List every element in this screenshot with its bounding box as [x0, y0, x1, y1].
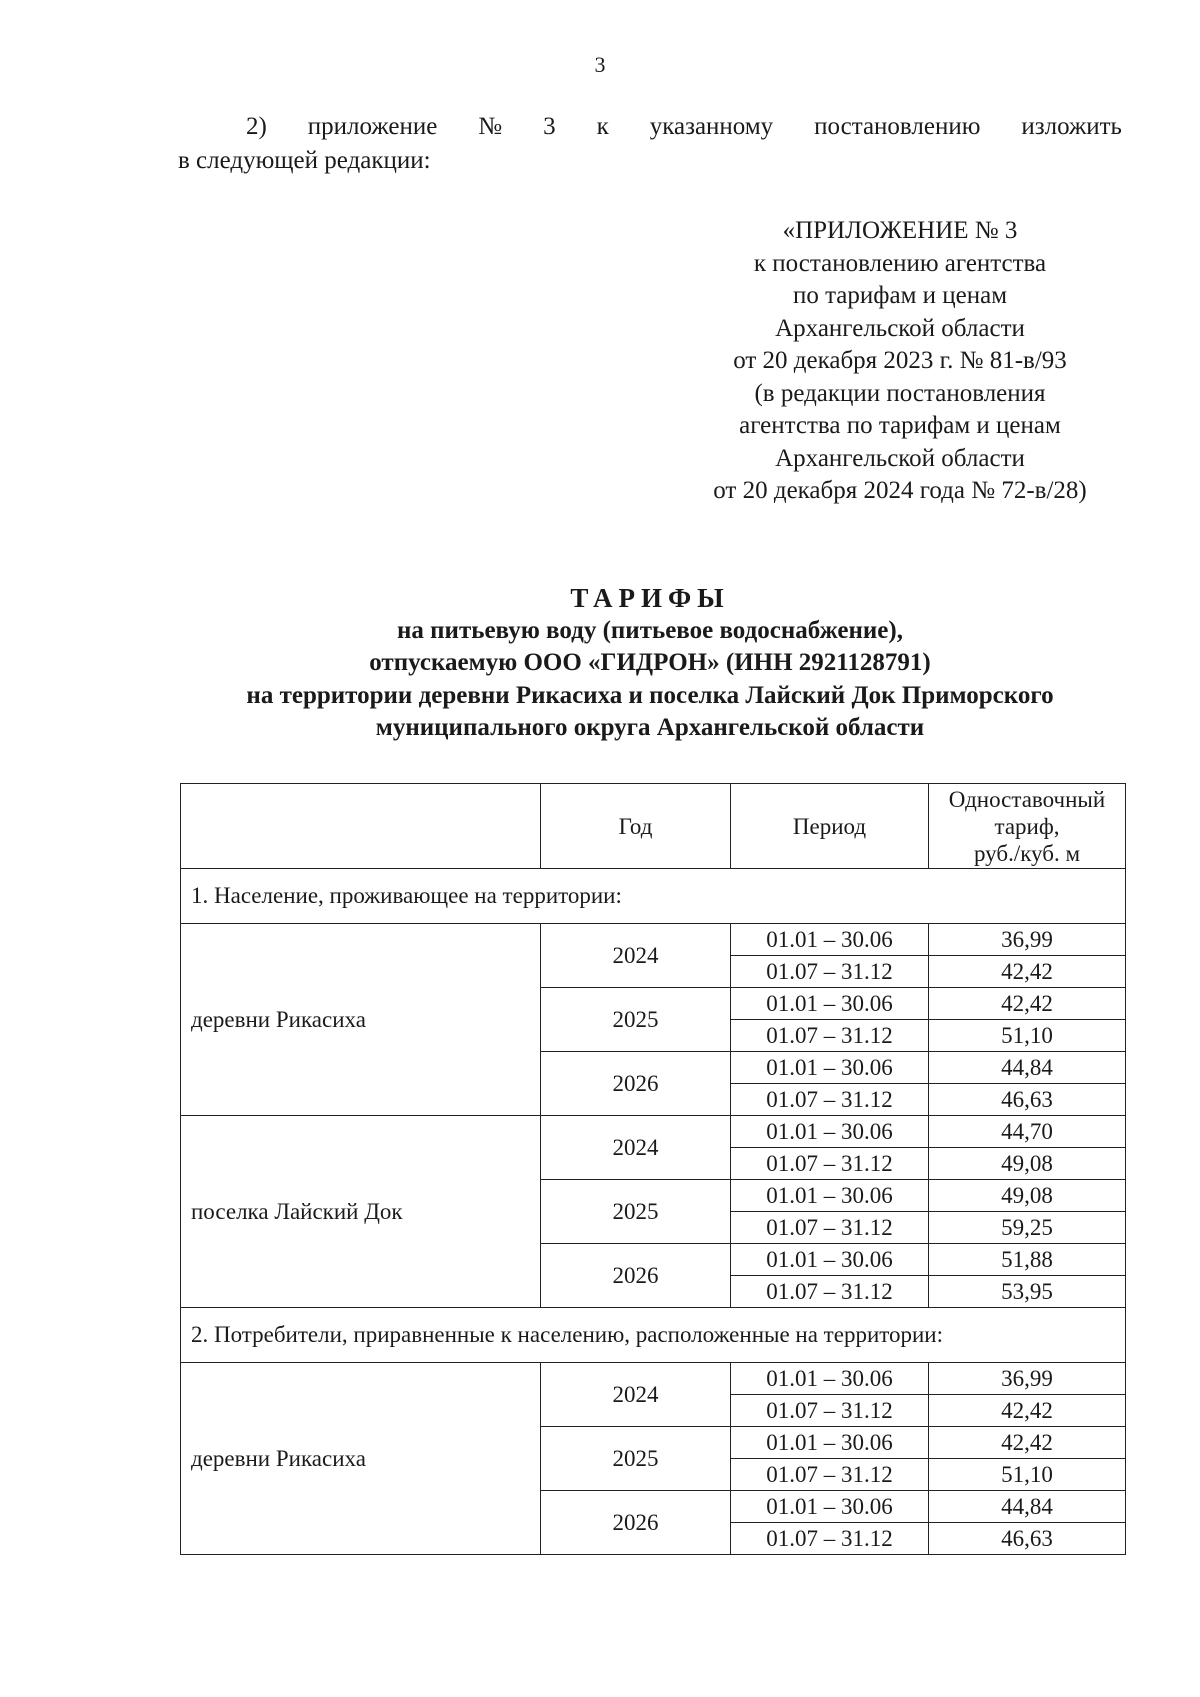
title-line: отпускаемую ООО «ГИДРОН» (ИНН 2921128791) — [369, 649, 931, 676]
period-cell: 01.07 – 31.12 — [731, 1459, 929, 1491]
page-number: 3 — [594, 52, 606, 77]
section-title: 2. Потребители, приравненные к населению, расположенные на территории: — [181, 1308, 1126, 1363]
header-tariff — [929, 784, 1126, 869]
tariff-value-cell: 44,84 — [929, 1052, 1126, 1084]
tariff-value-cell: 44,84 — [929, 1491, 1126, 1523]
title-line: на территории деревни Рикасиха и поселка Лайский Док Приморского — [246, 681, 1054, 709]
appendix-line: к постановлению агентства — [753, 249, 1047, 277]
tariff-value-cell: 51,88 — [929, 1244, 1126, 1276]
tariff-value-cell: 59,25 — [929, 1212, 1126, 1244]
title-line: муниципального округа Архангельской области — [375, 714, 925, 741]
tariff-value-cell: 42,42 — [929, 956, 1126, 988]
intro-word: 3 — [543, 113, 556, 140]
appendix-line: от 20 декабря 2024 года № 72-в/28) — [713, 477, 1087, 504]
header-period: Период — [731, 784, 929, 869]
header-tariff-line: тариф, — [994, 813, 1060, 839]
year-cell: 2024 — [541, 924, 731, 988]
period-cell: 01.01 – 30.06 — [731, 1116, 929, 1148]
period-cell: 01.01 – 30.06 — [731, 1427, 929, 1459]
period-cell: 01.01 – 30.06 — [731, 1244, 929, 1276]
tariff-value-cell: 49,08 — [929, 1180, 1126, 1212]
intro-word: № — [478, 113, 503, 140]
section-title: 1. Население, проживающее на территории: — [181, 869, 1126, 924]
tariff-value-cell: 51,10 — [929, 1459, 1126, 1491]
year-cell: 2026 — [541, 1491, 731, 1555]
intro-item-number: 2) — [246, 113, 267, 140]
intro-word: изложить — [1021, 113, 1122, 140]
period-cell: 01.01 – 30.06 — [731, 988, 929, 1020]
period-cell: 01.01 – 30.06 — [731, 1180, 929, 1212]
appendix-line: «ПРИЛОЖЕНИЕ № 3 — [782, 217, 1018, 244]
year-cell: 2026 — [541, 1244, 731, 1308]
period-cell: 01.07 – 31.12 — [731, 956, 929, 988]
title-line: на питьевую воду (питьевое водоснабжение), — [397, 616, 903, 644]
tariff-value-cell: 46,63 — [929, 1084, 1126, 1116]
period-cell: 01.07 – 31.12 — [731, 1523, 929, 1555]
intro-first-line — [178, 110, 1122, 144]
header-tariff-line: руб./куб. м — [973, 840, 1081, 866]
header-year: Год — [541, 784, 731, 869]
section-row — [181, 1308, 1126, 1363]
tariff-value-cell: 44,70 — [929, 1116, 1126, 1148]
header-tariff-line: Одноставочный — [948, 786, 1106, 812]
place-cell: поселка Лайский Док — [181, 1116, 541, 1308]
tariff-value-cell: 53,95 — [929, 1276, 1126, 1308]
year-cell: 2026 — [541, 1052, 731, 1116]
intro-word: к — [596, 113, 609, 140]
year-cell: 2025 — [541, 1180, 731, 1244]
year-cell: 2024 — [541, 1363, 731, 1427]
tariff-value-cell: 51,10 — [929, 1020, 1126, 1052]
tariff-value-cell: 49,08 — [929, 1148, 1126, 1180]
tariff-value-cell: 42,42 — [929, 988, 1126, 1020]
period-cell: 01.07 – 31.12 — [731, 1020, 929, 1052]
period-cell: 01.07 – 31.12 — [731, 1212, 929, 1244]
year-cell: 2025 — [541, 1427, 731, 1491]
tariff-value-cell: 42,42 — [929, 1427, 1126, 1459]
tariff-table — [180, 783, 1126, 1555]
period-cell: 01.01 – 30.06 — [731, 1491, 929, 1523]
tariff-value-cell: 36,99 — [929, 924, 1126, 956]
place-cell: деревни Рикасиха — [181, 924, 541, 1116]
section-row — [181, 869, 1126, 924]
year-cell: 2025 — [541, 988, 731, 1052]
year-cell: 2024 — [541, 1116, 731, 1180]
table-header-row — [181, 784, 1126, 869]
tariff-table-body — [181, 869, 1126, 1555]
tariff-value-cell: 42,42 — [929, 1395, 1126, 1427]
intro-word: указанному — [649, 113, 774, 140]
table-row — [181, 924, 1126, 956]
intro-paragraph — [178, 110, 1122, 178]
period-cell: 01.07 – 31.12 — [731, 1084, 929, 1116]
period-cell: 01.01 – 30.06 — [731, 1052, 929, 1084]
appendix-header — [650, 215, 1150, 508]
period-cell: 01.07 – 31.12 — [731, 1276, 929, 1308]
tariff-value-cell: 46,63 — [929, 1523, 1126, 1555]
header-place — [181, 784, 541, 869]
appendix-line: Архангельской области — [775, 314, 1025, 342]
intro-word: постановлению — [814, 113, 981, 140]
title-main: ТАРИФЫ — [570, 583, 730, 613]
place-cell: деревни Рикасиха — [181, 1363, 541, 1555]
intro-second-line: в следующей редакции: — [178, 147, 431, 174]
period-cell: 01.07 – 31.12 — [731, 1395, 929, 1427]
appendix-line: Архангельской области — [775, 444, 1025, 472]
appendix-line: по тарифам и ценам — [792, 282, 1008, 309]
appendix-line: (в редакции постановления — [754, 379, 1046, 407]
period-cell: 01.01 – 30.06 — [731, 1363, 929, 1395]
appendix-line: агентства по тарифам и ценам — [739, 412, 1061, 439]
table-row — [181, 1116, 1126, 1148]
table-row — [181, 1363, 1126, 1395]
period-cell: 01.07 – 31.12 — [731, 1148, 929, 1180]
period-cell: 01.01 – 30.06 — [731, 924, 929, 956]
appendix-line: от 20 декабря 2023 г. № 81-в/93 — [733, 347, 1067, 374]
tariff-value-cell: 36,99 — [929, 1363, 1126, 1395]
document-title — [100, 582, 1200, 745]
intro-word: приложение — [307, 113, 438, 140]
